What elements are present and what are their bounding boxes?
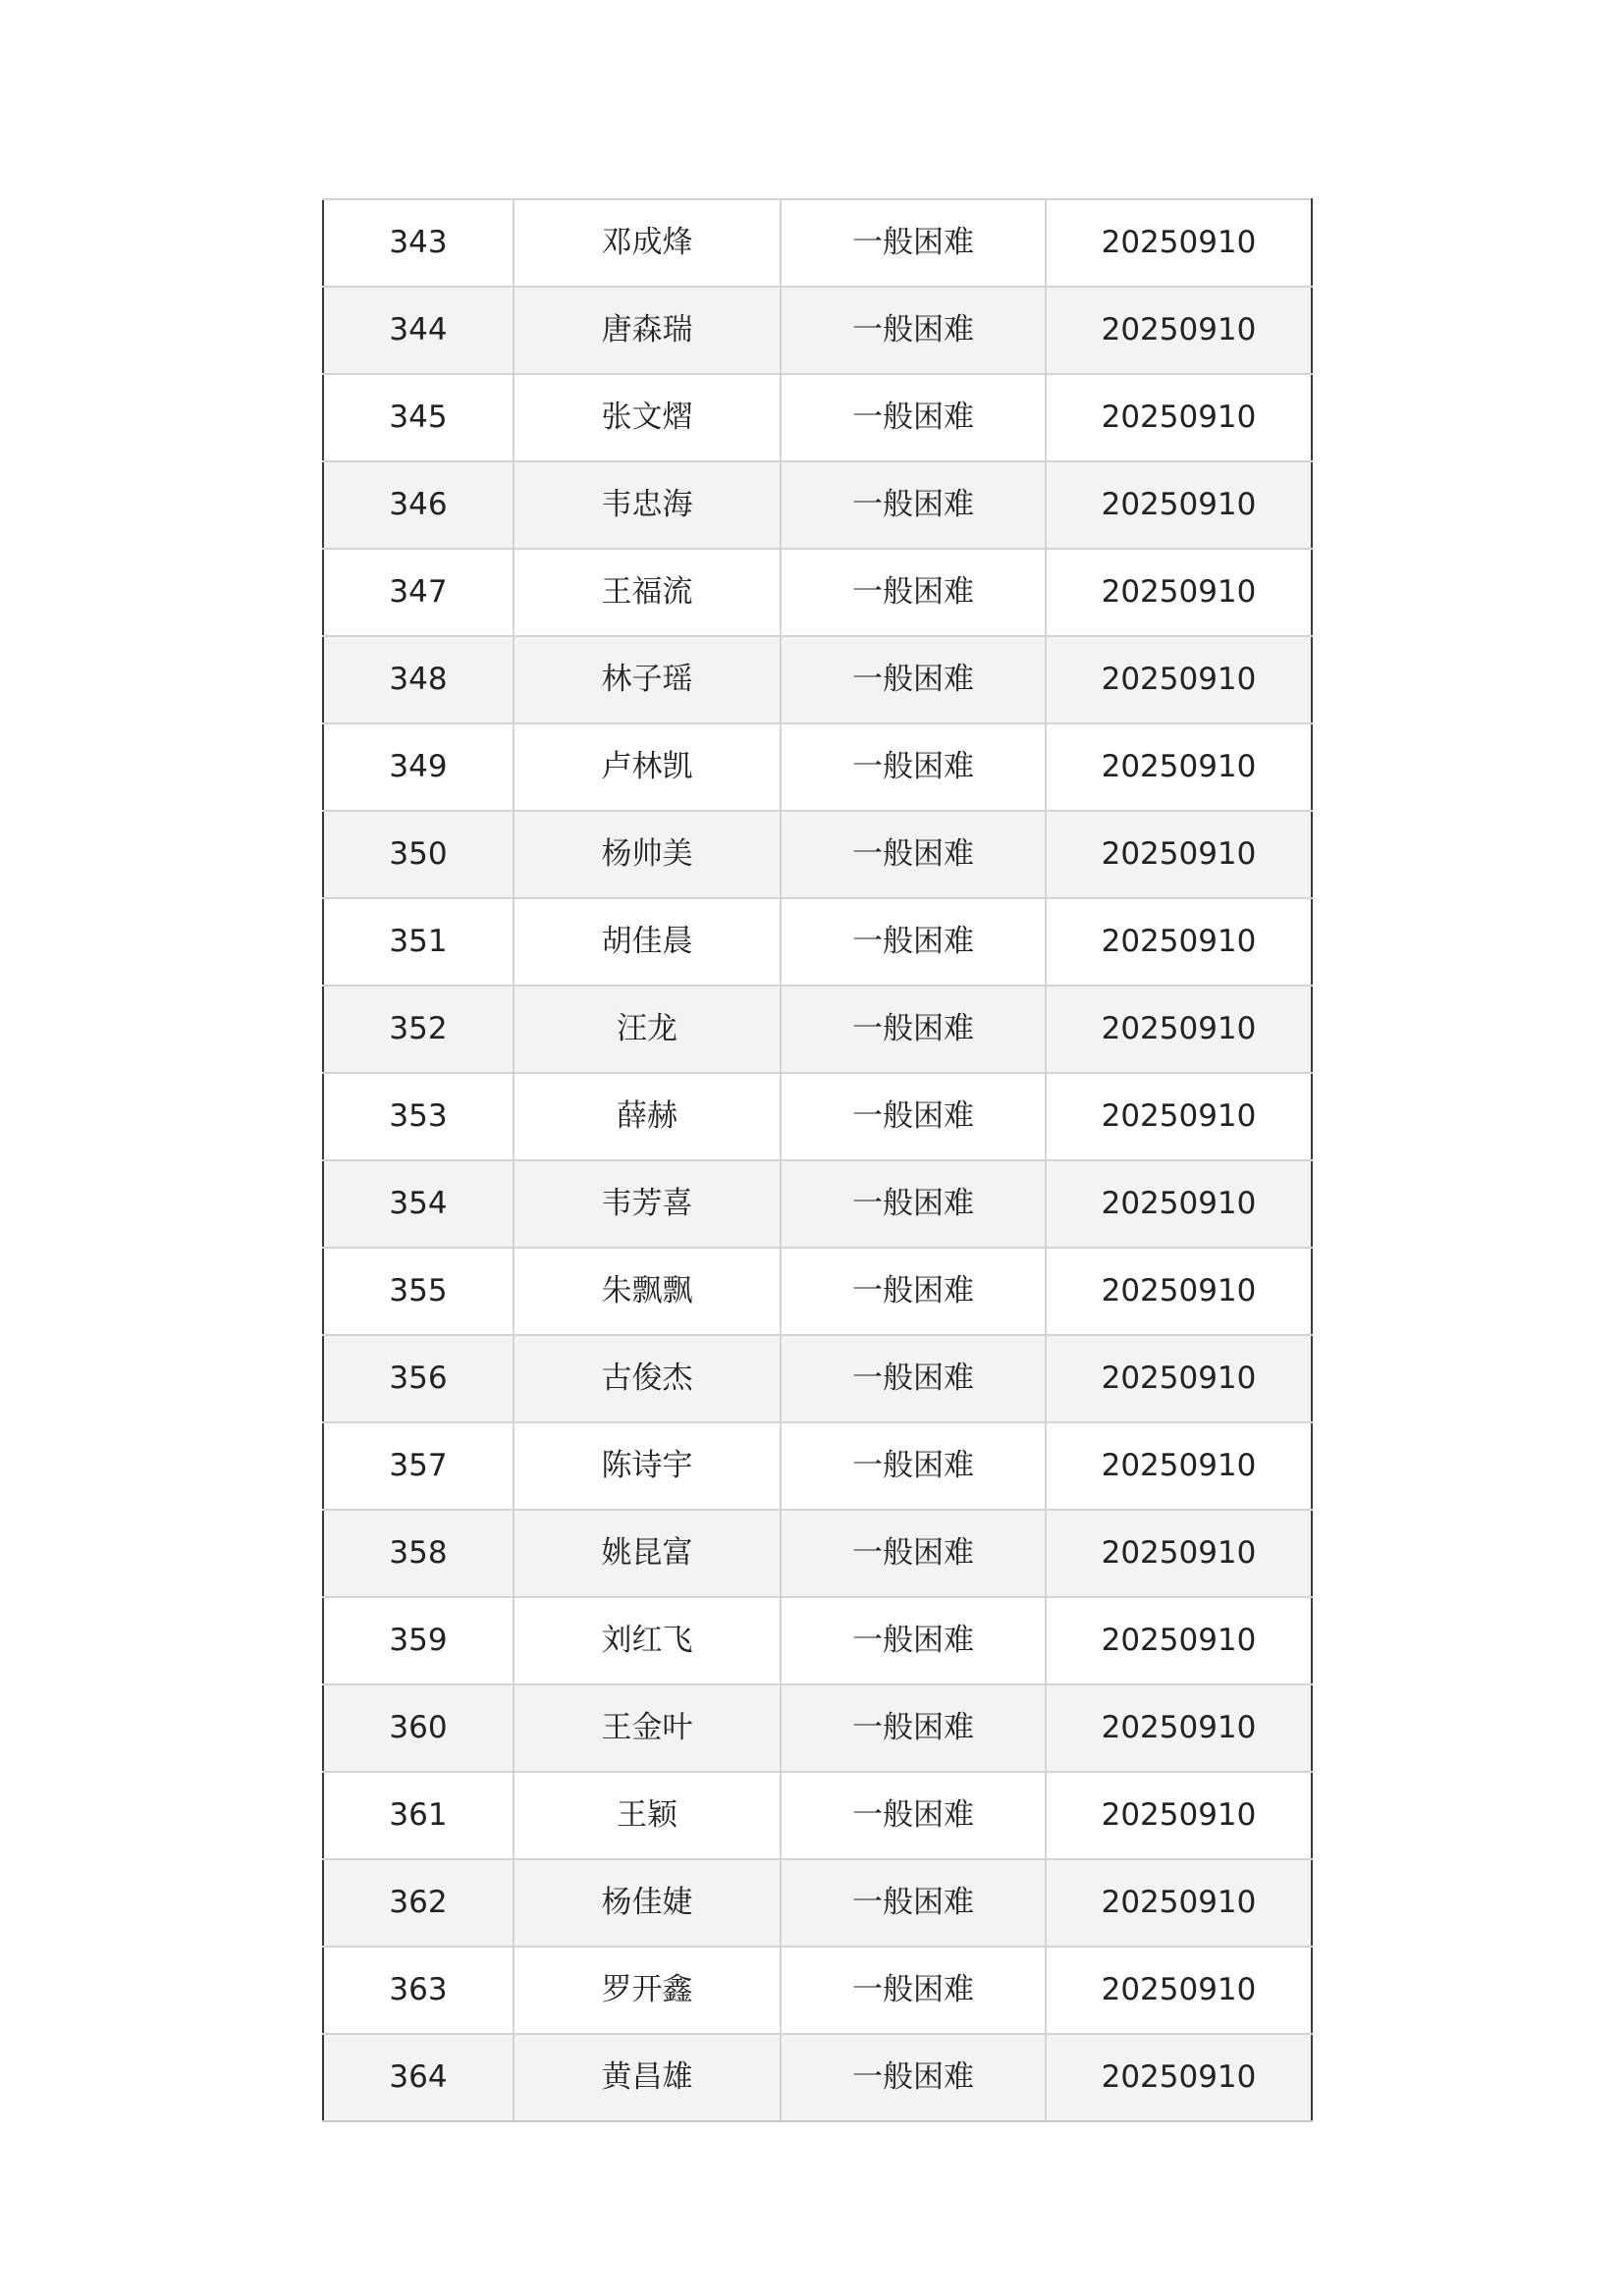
date-cell: 20250910	[1046, 1772, 1312, 1859]
row-number-cell: 354	[323, 1160, 514, 1248]
table-row	[323, 1597, 1312, 1684]
date-cell: 20250910	[1046, 898, 1312, 986]
table-row	[323, 1947, 1312, 2034]
date-cell: 20250910	[1046, 1160, 1312, 1248]
row-number-cell: 357	[323, 1422, 514, 1510]
row-number-cell: 347	[323, 549, 514, 636]
difficulty-level-cell: 一般困难	[781, 636, 1046, 723]
row-number-cell: 363	[323, 1947, 514, 2034]
table-row	[323, 549, 1312, 636]
row-number-cell: 352	[323, 986, 514, 1073]
row-number-cell: 362	[323, 1859, 514, 1947]
table-row	[323, 723, 1312, 811]
date-cell: 20250910	[1046, 1597, 1312, 1684]
difficulty-level-cell: 一般困难	[781, 811, 1046, 898]
row-number-cell: 360	[323, 1684, 514, 1772]
student-name-cell: 邓成烽	[514, 199, 781, 287]
table-row	[323, 461, 1312, 549]
table-row	[323, 1073, 1312, 1160]
table-row	[323, 199, 1312, 287]
student-name-cell: 姚昆富	[514, 1510, 781, 1597]
difficulty-level-cell: 一般困难	[781, 986, 1046, 1073]
table-row	[323, 986, 1312, 1073]
date-cell: 20250910	[1046, 1073, 1312, 1160]
student-name-cell: 王福流	[514, 549, 781, 636]
student-name-cell: 朱飘飘	[514, 1248, 781, 1335]
difficulty-level-cell: 一般困难	[781, 1684, 1046, 1772]
date-cell: 20250910	[1046, 461, 1312, 549]
difficulty-level-cell: 一般困难	[781, 1335, 1046, 1422]
table-row	[323, 1335, 1312, 1422]
difficulty-level-cell: 一般困难	[781, 898, 1046, 986]
date-cell: 20250910	[1046, 199, 1312, 287]
row-number-cell: 350	[323, 811, 514, 898]
difficulty-level-cell: 一般困难	[781, 374, 1046, 461]
difficulty-level-cell: 一般困难	[781, 1160, 1046, 1248]
difficulty-level-cell: 一般困难	[781, 2034, 1046, 2121]
date-cell: 20250910	[1046, 2034, 1312, 2121]
student-name-cell: 古俊杰	[514, 1335, 781, 1422]
student-name-cell: 刘红飞	[514, 1597, 781, 1684]
table-row	[323, 1859, 1312, 1947]
student-name-cell: 唐森瑞	[514, 287, 781, 374]
difficulty-level-cell: 一般困难	[781, 461, 1046, 549]
student-name-cell: 韦芳喜	[514, 1160, 781, 1248]
table-row	[323, 898, 1312, 986]
difficulty-level-cell: 一般困难	[781, 1947, 1046, 2034]
difficulty-level-cell: 一般困难	[781, 1510, 1046, 1597]
student-name-cell: 林子瑶	[514, 636, 781, 723]
date-cell: 20250910	[1046, 549, 1312, 636]
date-cell: 20250910	[1046, 1947, 1312, 2034]
row-number-cell: 343	[323, 199, 514, 287]
row-number-cell: 344	[323, 287, 514, 374]
row-number-cell: 356	[323, 1335, 514, 1422]
row-number-cell: 351	[323, 898, 514, 986]
date-cell: 20250910	[1046, 723, 1312, 811]
table-body	[323, 199, 1312, 2121]
row-number-cell: 345	[323, 374, 514, 461]
difficulty-level-cell: 一般困难	[781, 1248, 1046, 1335]
table-row	[323, 1422, 1312, 1510]
date-cell: 20250910	[1046, 986, 1312, 1073]
row-number-cell: 358	[323, 1510, 514, 1597]
date-cell: 20250910	[1046, 1335, 1312, 1422]
document-page	[322, 198, 1311, 2122]
table-row	[323, 374, 1312, 461]
table-row	[323, 1684, 1312, 1772]
row-number-cell: 349	[323, 723, 514, 811]
date-cell: 20250910	[1046, 1684, 1312, 1772]
difficulty-level-cell: 一般困难	[781, 1597, 1046, 1684]
student-name-cell: 王金叶	[514, 1684, 781, 1772]
date-cell: 20250910	[1046, 374, 1312, 461]
table-row	[323, 2034, 1312, 2121]
table-row	[323, 636, 1312, 723]
student-name-cell: 罗开鑫	[514, 1947, 781, 2034]
difficulty-level-cell: 一般困难	[781, 723, 1046, 811]
student-name-cell: 陈诗宇	[514, 1422, 781, 1510]
difficulty-level-cell: 一般困难	[781, 1422, 1046, 1510]
table-row	[323, 287, 1312, 374]
student-name-cell: 薛赫	[514, 1073, 781, 1160]
row-number-cell: 346	[323, 461, 514, 549]
date-cell: 20250910	[1046, 636, 1312, 723]
date-cell: 20250910	[1046, 1422, 1312, 1510]
difficulty-level-cell: 一般困难	[781, 287, 1046, 374]
student-name-cell: 张文熠	[514, 374, 781, 461]
student-name-cell: 黄昌雄	[514, 2034, 781, 2121]
difficulty-level-cell: 一般困难	[781, 1073, 1046, 1160]
table-row	[323, 1160, 1312, 1248]
difficulty-level-cell: 一般困难	[781, 1859, 1046, 1947]
student-name-cell: 王颖	[514, 1772, 781, 1859]
row-number-cell: 359	[323, 1597, 514, 1684]
student-name-cell: 卢林凯	[514, 723, 781, 811]
table-row	[323, 1772, 1312, 1859]
difficulty-level-cell: 一般困难	[781, 199, 1046, 287]
date-cell: 20250910	[1046, 287, 1312, 374]
student-name-cell: 韦忠海	[514, 461, 781, 549]
date-cell: 20250910	[1046, 1859, 1312, 1947]
date-cell: 20250910	[1046, 1248, 1312, 1335]
student-name-cell: 杨帅美	[514, 811, 781, 898]
table-row	[323, 1510, 1312, 1597]
table-row	[323, 811, 1312, 898]
difficulty-level-cell: 一般困难	[781, 549, 1046, 636]
row-number-cell: 355	[323, 1248, 514, 1335]
row-number-cell: 353	[323, 1073, 514, 1160]
student-name-cell: 杨佳婕	[514, 1859, 781, 1947]
student-aid-table	[322, 198, 1313, 2122]
student-name-cell: 汪龙	[514, 986, 781, 1073]
row-number-cell: 361	[323, 1772, 514, 1859]
row-number-cell: 364	[323, 2034, 514, 2121]
student-name-cell: 胡佳晨	[514, 898, 781, 986]
date-cell: 20250910	[1046, 811, 1312, 898]
table-row	[323, 1248, 1312, 1335]
row-number-cell: 348	[323, 636, 514, 723]
date-cell: 20250910	[1046, 1510, 1312, 1597]
difficulty-level-cell: 一般困难	[781, 1772, 1046, 1859]
